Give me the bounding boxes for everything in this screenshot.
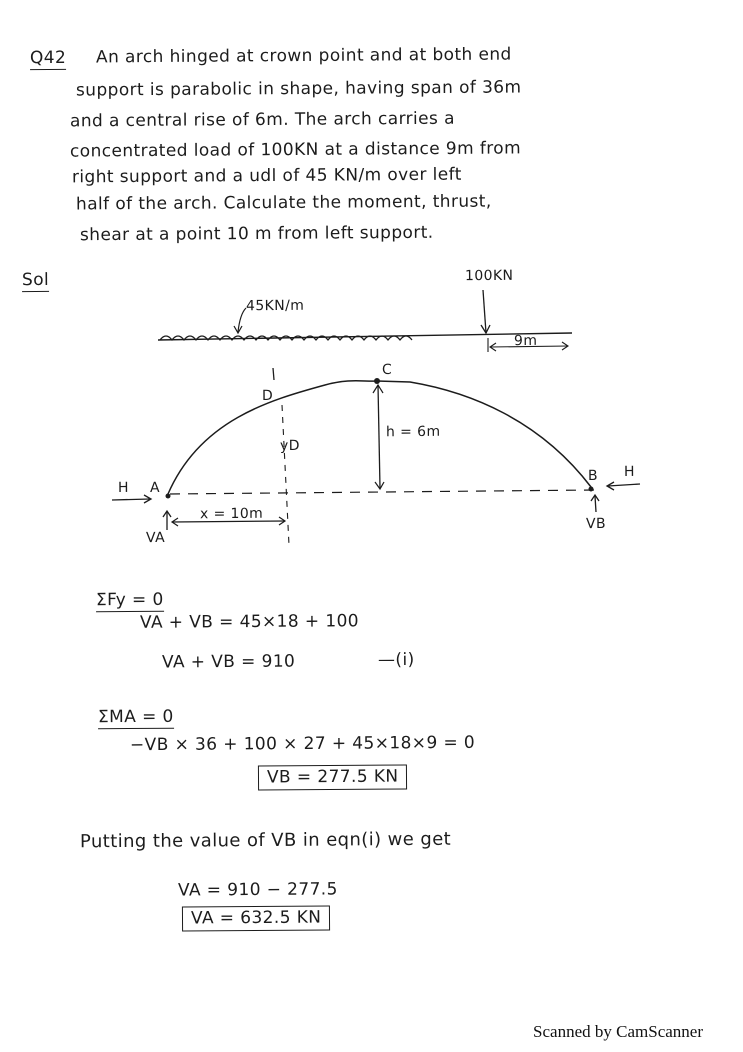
putting-text: Putting the value of VB in eqn(i) we get [79,828,452,853]
reaction-b-label: VB [585,515,607,533]
reaction-b-arrow [595,496,596,512]
point-load-arrow [483,290,486,333]
yd-label: yD [279,437,300,455]
point-load-label: 100KN [464,267,514,285]
question-line-4: concentrated load of 100KN at a distance 9m from [69,138,522,162]
solution-heading: Sol [21,269,50,291]
support-b-hinge [589,487,594,492]
rise-label: h = 6m [385,423,441,441]
thrust-right-arrow [608,484,640,486]
thrust-right-label: H [623,463,635,481]
x-dimension-label: x = 10m [199,505,264,523]
va-result: VA = 632.5 KN [182,905,331,931]
question-line-7: shear at a point 10 m from left support. [79,222,434,246]
sum-fy-heading: ΣFy = 0 [95,589,164,611]
support-a-hinge [166,494,171,499]
thrust-left-arrow [112,499,150,500]
support-b-label: B [587,467,599,485]
point-d-label: D [261,387,274,405]
question-line-3: and a central rise of 6m. The arch carries a [69,108,455,132]
distance-9m-label: 9m [513,332,538,350]
equation-1: VA + VB = 45×18 + 100 [139,611,360,633]
equation-2: VA + VB = 910 [161,651,296,673]
reaction-a-label: VA [145,529,166,547]
support-a-label: A [149,479,161,497]
crown-hinge [374,378,380,384]
sum-ma-heading: ΣMA = 0 [97,706,174,728]
rise-arrow [378,385,380,488]
question-line-6: half of the arch. Calculate the moment, thrust, [75,191,492,215]
equation-3: −VB × 36 + 100 × 27 + 45×18×9 = 0 [129,732,476,756]
question-line-2: support is parabolic in shape, having span of 36m [75,77,522,101]
section-line-d [282,405,289,545]
equation-2-tag: —(i) [377,649,415,671]
udl-pointer-arrow [238,308,246,332]
equation-4: VA = 910 − 277.5 [177,879,338,901]
camscanner-watermark: Scanned by CamScanner [533,1022,703,1041]
crown-label: C [381,361,393,379]
question-line-1: An arch hinged at crown point and at both end [95,44,512,68]
thrust-left-label: H [117,479,129,497]
vb-result: VB = 277.5 KN [258,764,408,790]
udl-label: 45KN/m [245,297,305,315]
question-number: Q42 [29,47,67,69]
question-line-5: right support and a udl of 45 KN/m over left [71,164,462,188]
base-line [170,490,595,494]
